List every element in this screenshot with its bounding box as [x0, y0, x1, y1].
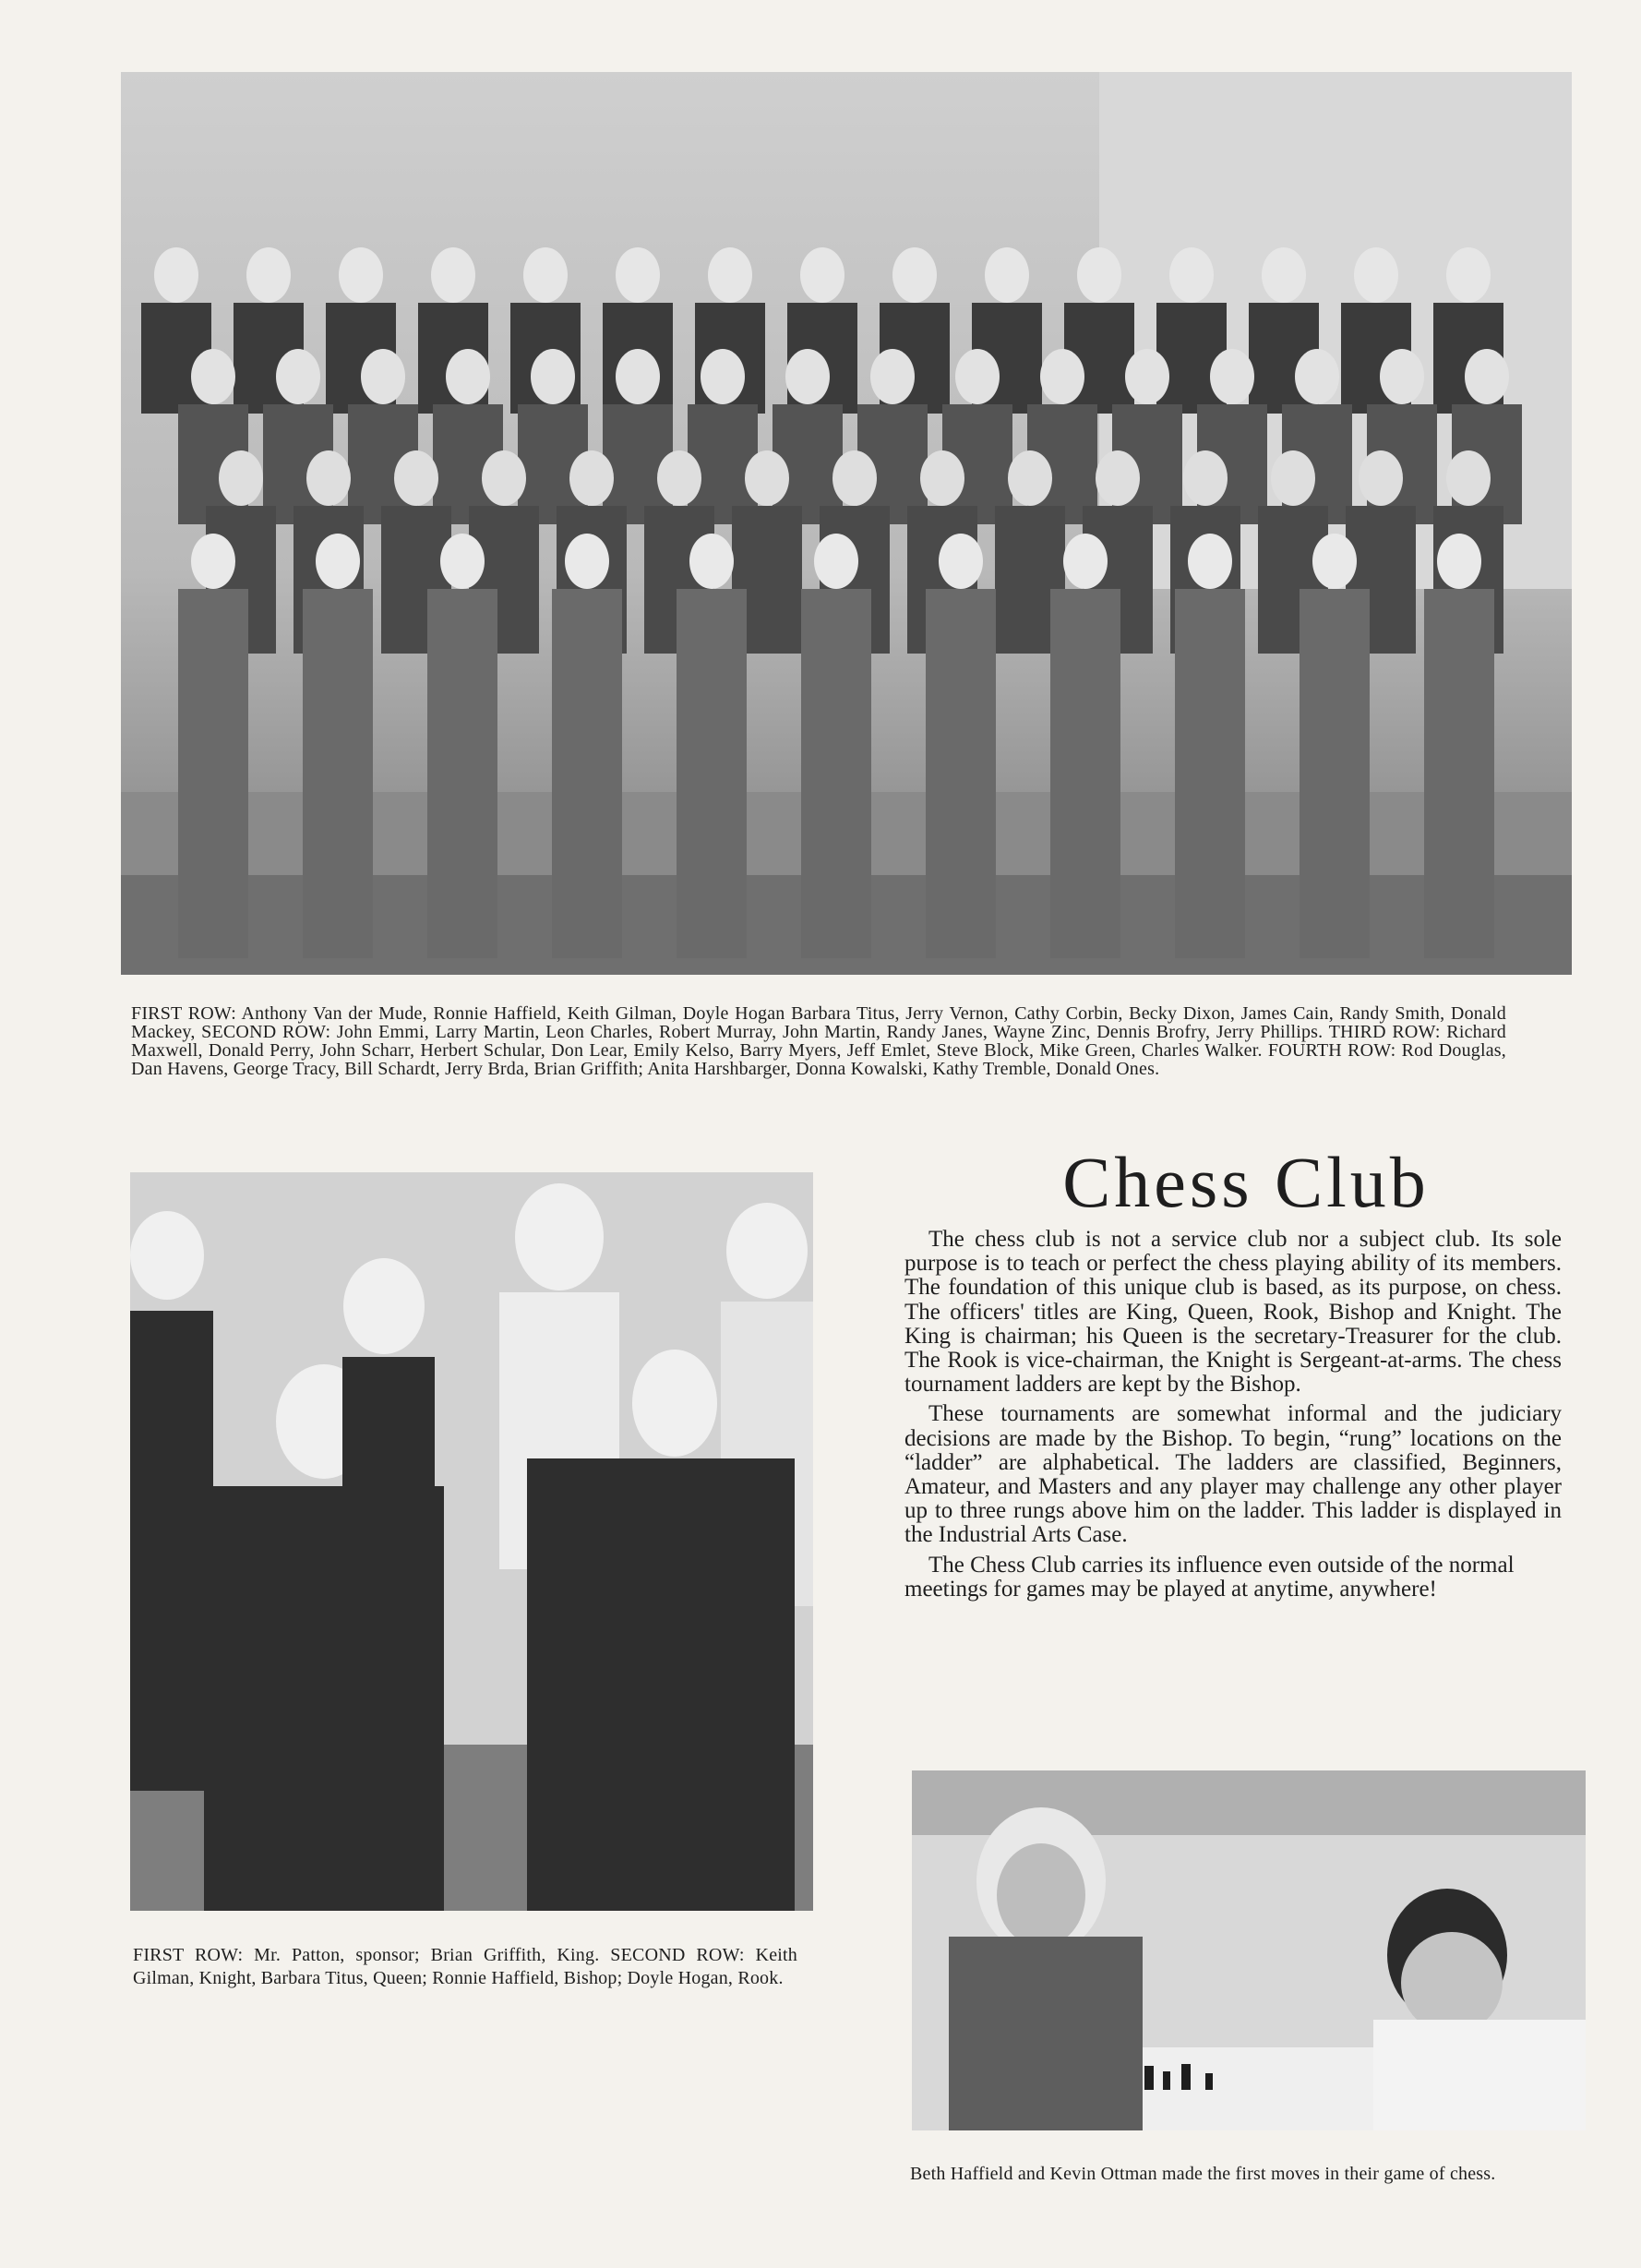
- article-paragraph: The Chess Club carries its influence even outside of the normal meetings for games may be played at anytime, anywhere!: [904, 1552, 1515, 1602]
- person-head: [1169, 247, 1214, 303]
- person-head: [316, 534, 360, 589]
- person-head: [306, 450, 351, 506]
- person-head: [482, 450, 526, 506]
- person-head: [955, 349, 1000, 404]
- person-silhouette: [552, 589, 622, 958]
- person-head: [920, 450, 964, 506]
- person-head: [1210, 349, 1254, 404]
- article-title: Chess Club: [1062, 1142, 1430, 1222]
- officers-photo: [130, 1172, 813, 1911]
- group-photo-image: [121, 72, 1572, 975]
- person-head: [1437, 534, 1481, 589]
- game-photo-caption: Beth Haffield and Kevin Ottman made the first moves in their game of chess.: [910, 2164, 1496, 2184]
- person-silhouette: [303, 589, 373, 958]
- article-body: [904, 1228, 1562, 1607]
- person-head: [394, 450, 438, 506]
- person-head: [1446, 247, 1491, 303]
- person-silhouette: [1050, 589, 1120, 958]
- person-head: [246, 247, 291, 303]
- person-head: [1465, 349, 1509, 404]
- person-head: [1096, 450, 1140, 506]
- person-silhouette: [1424, 589, 1494, 958]
- person-head: [339, 247, 383, 303]
- game-photo: [912, 1770, 1586, 2130]
- article-paragraph: The chess club is not a service club nor a subject club. Its sole purpose is to teach or perfect the chess playing ability of its members. The foundation of this unique club is based, as its purpose, on chess. The officers' titles are King, Queen, Rook, Bishop and Knight. The King is chairman; his Queen is the secretary-Treasurer for the club. The Rook is vice-chairman, the Knight is Sergeant-at-arms. The chess tournament ladders are kept by the Bishop.: [904, 1227, 1562, 1398]
- person-head: [1380, 349, 1424, 404]
- person-head: [985, 247, 1029, 303]
- person-head: [565, 534, 609, 589]
- person-head: [1077, 247, 1121, 303]
- person-head: [785, 349, 830, 404]
- group-photo-caption: FIRST ROW: Anthony Van der Mude, Ronnie Haffield, Keith Gilman, Doyle Hogan Barbara Titus, Jerry Vernon, Cathy Corbin, Becky Dixon, James Cain, Randy Smith, Donald Mackey, SECOND ROW: John Emmi, Larry Martin, Leon Charles, Robert Murray, John Martin, Randy Janes, Wayne Zinc, Dennis Brofry, Jerry Phillips. THIRD ROW: Richard Maxwell, Donald Perry, John Scharr, Herbert Schular, Don Lear, Emily Kelso, Barry Myers, Jeff Emlet, Steve Block, Mike Green, Charles Walker. FOURTH ROW: Rod Douglas, Dan Havens, George Tracy, Bill Schardt, Jerry Brda, Brian Griffith; Anita Harshbarger, Donna Kowalski, Kathy Tremble, Donald Ones.: [131, 1003, 1506, 1079]
- person-head: [531, 349, 575, 404]
- person-head: [745, 450, 789, 506]
- group-photo: [121, 72, 1572, 975]
- person-head: [1008, 450, 1052, 506]
- person-head: [1183, 450, 1228, 506]
- person-head: [939, 534, 983, 589]
- person-head: [870, 349, 915, 404]
- person-head: [814, 534, 858, 589]
- officers-photo-image: [130, 1172, 813, 1911]
- officers-photo-caption: FIRST ROW: Mr. Patton, sponsor; Brian Griffith, King. SECOND ROW: Keith Gilman, Knight, Barbara Titus, Queen; Ronnie Haffield, Bishop; Doyle Hogan, Rook.: [133, 1945, 797, 1988]
- person-head: [1271, 450, 1315, 506]
- person-head: [569, 450, 614, 506]
- person-silhouette: [178, 589, 248, 958]
- person-head: [1262, 247, 1306, 303]
- person-silhouette: [677, 589, 747, 958]
- article-paragraph: These tournaments are somewhat informal and the judiciary decisions are made by the Bishop. To begin, “rung” locations on the “ladder” are alphabetical. The ladders are classified, Beginners, Amateur, and Masters and any player may challenge any other player up to three rungs above him on the ladder. This ladder is displayed in the Industrial Arts Case.: [904, 1401, 1562, 1548]
- person-head: [1312, 534, 1357, 589]
- person-head: [276, 349, 320, 404]
- person-silhouette: [427, 589, 497, 958]
- person-silhouette: [926, 589, 996, 958]
- person-head: [1063, 534, 1108, 589]
- person-head: [1446, 450, 1491, 506]
- person-head: [892, 247, 937, 303]
- person-head: [708, 247, 752, 303]
- person-silhouette: [1300, 589, 1370, 958]
- game-photo-image: [912, 1770, 1586, 2130]
- person-head: [523, 247, 568, 303]
- person-head: [446, 349, 490, 404]
- person-head: [1359, 450, 1403, 506]
- person-head: [1295, 349, 1339, 404]
- person-silhouette: [1175, 589, 1245, 958]
- person-head: [1188, 534, 1232, 589]
- person-head: [832, 450, 877, 506]
- person-head: [616, 247, 660, 303]
- person-head: [800, 247, 844, 303]
- person-head: [616, 349, 660, 404]
- person-head: [689, 534, 734, 589]
- person-head: [431, 247, 475, 303]
- person-head: [361, 349, 405, 404]
- person-head: [657, 450, 701, 506]
- person-head: [154, 247, 198, 303]
- person-head: [191, 349, 235, 404]
- person-head: [1125, 349, 1169, 404]
- person-head: [1040, 349, 1084, 404]
- person-silhouette: [801, 589, 871, 958]
- person-head: [701, 349, 745, 404]
- person-head: [440, 534, 485, 589]
- person-head: [1354, 247, 1398, 303]
- person-head: [191, 534, 235, 589]
- person-head: [219, 450, 263, 506]
